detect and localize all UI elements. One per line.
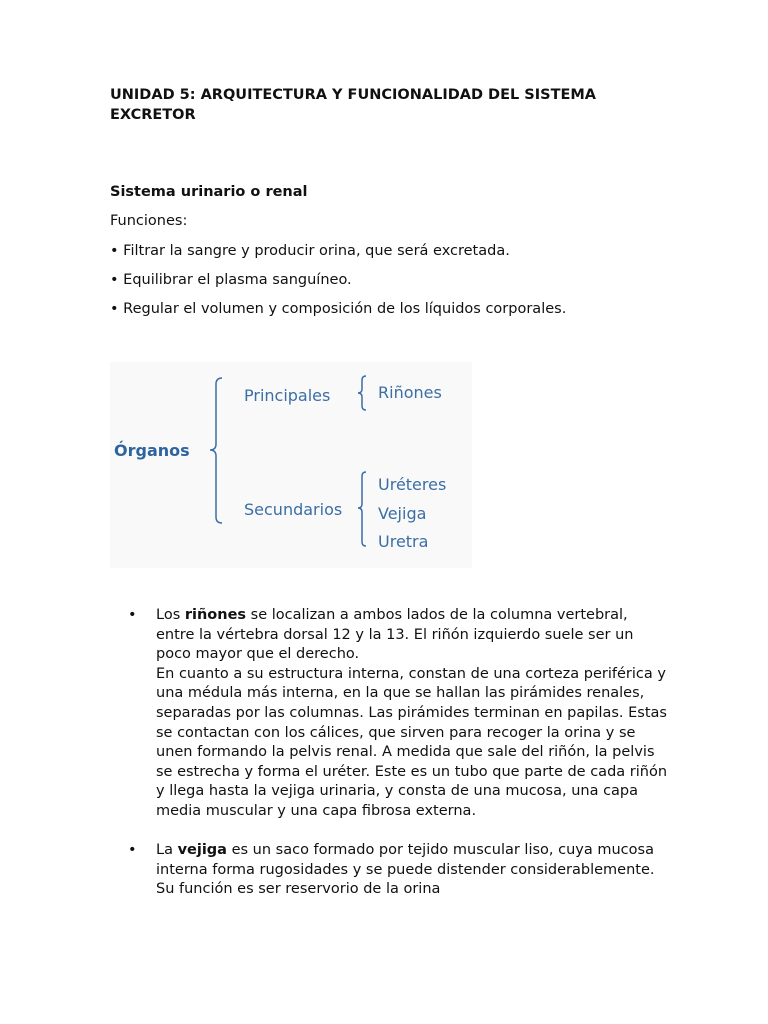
diagram-secondary-item: Uretra — [378, 532, 429, 551]
bullet-paragraph — [156, 841, 670, 900]
diagram-principal-item: Riñones — [378, 383, 442, 402]
main-brace — [210, 378, 222, 523]
bullet-text: se localizan a ambos lados de la columna vertebral, entre la vértebra dorsal 12 y la 13. El riñón izquierdo suele ser un poco mayor que el derecho. — [156, 607, 634, 663]
list-item — [110, 606, 670, 822]
diagram-secondary-label: Secundarios — [244, 500, 343, 519]
function-item: • Equilibrar el plasma sanguíneo. — [110, 272, 352, 288]
bullet-dot-icon: • — [128, 842, 137, 859]
secondary-brace — [358, 472, 366, 546]
bullet-paragraph — [156, 606, 670, 665]
organ-bullets — [110, 606, 670, 920]
bullet-text: es un saco formado por tejido muscular liso, cuya mucosa interna forma rugosidades y se puede distender considerablemente. Su función es ser reservorio de la orina — [156, 842, 655, 898]
diagram-secondary-item: Uréteres — [378, 475, 447, 494]
bullet-prefix: La — [156, 842, 178, 859]
bullet-keyword: vejiga — [177, 842, 227, 859]
organs-diagram — [110, 362, 472, 568]
diagram-principal-label: Principales — [244, 386, 331, 405]
diagram-root-label: Órganos — [114, 441, 190, 460]
bullet-keyword: riñones — [184, 607, 247, 623]
function-item: • Filtrar la sangre y producir orina, que será excretada. — [110, 243, 510, 259]
bullet-dot-icon: • — [128, 607, 137, 623]
page-title: UNIDAD 5: ARQUITECTURA Y FUNCIONALIDAD DEL SISTEMA EXCRETOR — [110, 87, 597, 123]
principal-brace — [358, 376, 366, 410]
function-item: • Regular el volumen y composición de los líquidos corporales. — [110, 301, 567, 317]
bullet-continuation: En cuanto a su estructura interna, constan de una corteza periférica y una médula más interna, en la que se hallan las pirámides renales, separadas por las columnas. Las pirámides terminan en papilas. Estas se contactan con los cálices, que sirven para recoger la orina y se unen formando la pelvis renal. A medida que sale del riñón, la pelvis se estrecha y forma el uréter. Este es un tubo que parte de cada riñón y llega hasta la vejiga urinaria, y consta de una mucosa, una capa media muscular y una capa fibrosa externa. — [156, 665, 668, 819]
section-heading: Sistema urinario o renal — [110, 184, 308, 200]
list-item — [110, 841, 670, 900]
functions-label: Funciones: — [110, 213, 188, 229]
diagram-secondary-item: Vejiga — [378, 504, 427, 523]
bullet-prefix: Los — [156, 607, 185, 623]
